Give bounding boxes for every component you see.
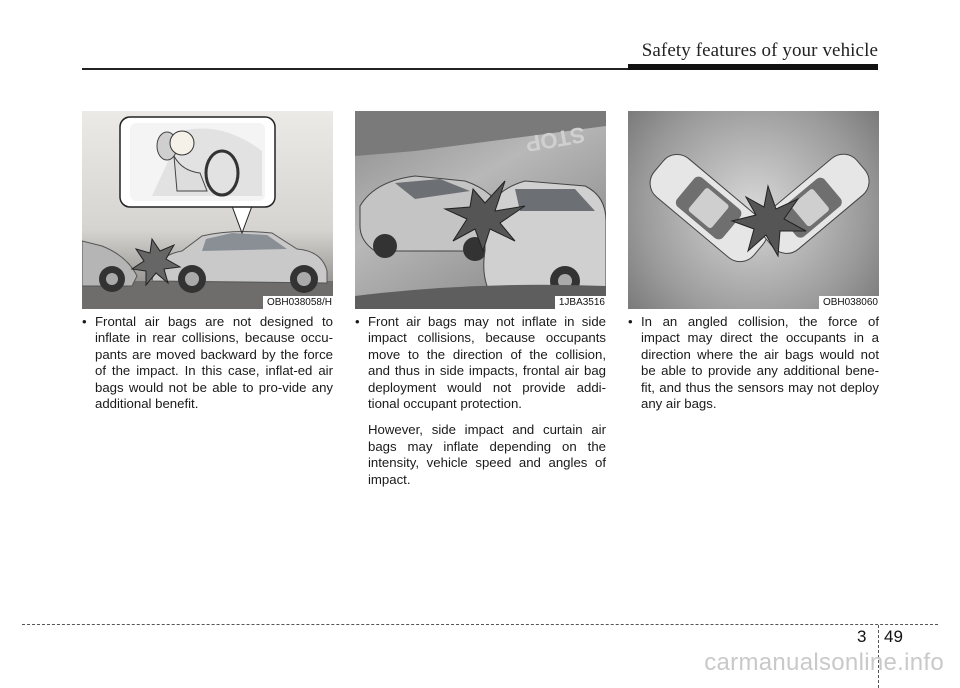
- bullet-item: [628, 314, 879, 412]
- bullet-dot: •: [82, 314, 87, 329]
- chapter-number: 3: [857, 627, 867, 646]
- text-column-angled-collision: [628, 314, 879, 412]
- header-rule-accent: [628, 64, 878, 70]
- text-column-side-impact: [355, 314, 606, 488]
- road-marking-text: STOP: [523, 121, 587, 157]
- figure-caption: OBH038060: [819, 296, 879, 309]
- text-column-rear-collision: [82, 314, 333, 412]
- figure-rear-collision: [82, 111, 333, 309]
- page-header-title: Safety features of your vehicle: [641, 40, 878, 61]
- side-impact-illustration: [355, 111, 606, 309]
- bullet-item: [355, 314, 606, 412]
- rear-collision-illustration: [82, 111, 333, 309]
- footer-dashed-rule: [22, 624, 938, 625]
- figure-angled-collision: [628, 111, 879, 309]
- watermark: carmanualsonline.info: [704, 649, 944, 676]
- figure-caption: 1JBA3516: [555, 296, 606, 309]
- page-number: 49: [884, 627, 903, 646]
- figure-caption: OBH038058/H: [263, 296, 333, 309]
- bullet-item: [82, 314, 333, 412]
- figure-side-impact: [355, 111, 606, 309]
- bullet-text: In an angled collision, the force of impact may direct the occupants in a direction where the air bags would not be able to provide any additional bene-fit, and thus the sensors may not deploy any air bags.: [641, 314, 879, 412]
- bullet-dot: •: [628, 314, 633, 329]
- angled-collision-illustration: [628, 111, 879, 309]
- bullet-text: Frontal air bags are not designed to inflate in rear collisions, because occu-pants are moved backward by the force of the impact. In this case, inflat-ed air bags would not be able to pro-vide any additional benefit.: [95, 314, 333, 412]
- followup-paragraph: However, side impact and curtain air bags may inflate depending on the intensity, vehicle speed and angles of impact.: [368, 422, 606, 487]
- bullet-dot: •: [355, 314, 360, 329]
- bullet-text: Front air bags may not inflate in side impact collisions, because occupants move to the direction of the collision, and thus in side impacts, frontal air bag deployment would not provide addi-tional occupant protection.: [368, 314, 606, 412]
